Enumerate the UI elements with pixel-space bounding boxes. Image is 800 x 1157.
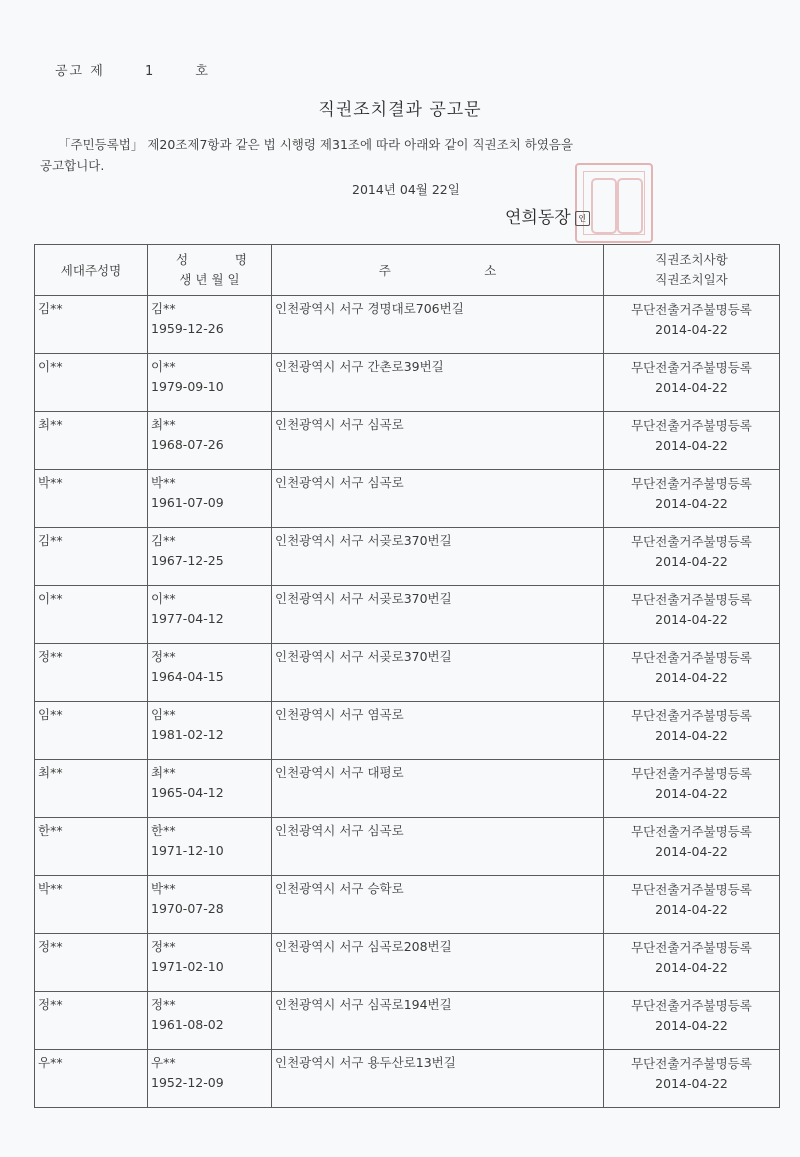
cell-action-type: 무단전출거주불명등록 [631,476,752,491]
table-row [35,528,780,586]
cell-household-head: 이** [35,354,148,412]
cell-birth: 1965-04-12 [151,785,224,800]
cell-name-birth [148,470,272,528]
cell-household-head: 이** [35,586,148,644]
document-title: 직권조치결과 공고문 [318,100,482,120]
cell-action [604,818,780,876]
cell-birth: 1971-02-10 [151,959,224,974]
cell-name: 한** [151,823,176,838]
cell-household-head: 김** [35,528,148,586]
cell-birth: 1971-12-10 [151,843,224,858]
table-header-row [35,245,780,296]
records-table [34,244,780,1108]
header-name-birth [148,245,272,296]
cell-action-date: 2014-04-22 [655,670,728,685]
cell-name-birth [148,644,272,702]
cell-action [604,702,780,760]
cell-name-birth [148,586,272,644]
cell-birth: 1961-07-09 [151,495,224,510]
cell-household-head: 김** [35,296,148,354]
cell-action [604,354,780,412]
cell-action-date: 2014-04-22 [655,1076,728,1091]
seal-mark: 인 [575,211,590,226]
header-household-head: 세대주성명 [35,245,148,296]
table-row [35,934,780,992]
cell-action [604,992,780,1050]
cell-name-birth [148,760,272,818]
cell-name: 이** [151,359,176,374]
cell-action-date: 2014-04-22 [655,380,728,395]
signer [505,203,590,228]
cell-name: 임** [151,707,176,722]
cell-action-date: 2014-04-22 [655,786,728,801]
cell-household-head: 한** [35,818,148,876]
cell-action-date: 2014-04-22 [655,960,728,975]
cell-address: 인천광역시 서구 서곶로370번길 [272,586,604,644]
cell-birth: 1968-07-26 [151,437,224,452]
cell-action-date: 2014-04-22 [655,496,728,511]
cell-action-date: 2014-04-22 [655,902,728,917]
cell-address: 인천광역시 서구 심곡로 [272,818,604,876]
cell-name: 우** [151,1055,176,1070]
cell-name: 김** [151,533,176,548]
cell-birth: 1959-12-26 [151,321,224,336]
cell-name: 최** [151,417,176,432]
cell-address: 인천광역시 서구 심곡로 [272,470,604,528]
cell-action-type: 무단전출거주불명등록 [631,302,752,317]
cell-action [604,1050,780,1108]
cell-name-birth [148,1050,272,1108]
cell-name-birth [148,818,272,876]
table-row [35,296,780,354]
cell-action [604,296,780,354]
cell-action [604,470,780,528]
signer-title: 연희동장 [505,208,571,228]
body-line-1: 「주민등록법」 제20조제7항과 같은 법 시행령 제31조에 따라 아래와 같이 직권조치 하였음을 [58,137,574,152]
header-action-date: 직권조치일자 [655,272,728,287]
cell-action-date: 2014-04-22 [655,554,728,569]
cell-action-date: 2014-04-22 [655,728,728,743]
cell-name-birth [148,354,272,412]
cell-action-type: 무단전출거주불명등록 [631,592,752,607]
header-action [604,245,780,296]
cell-address: 인천광역시 서구 심곡로194번길 [272,992,604,1050]
cell-action [604,644,780,702]
cell-address: 인천광역시 서구 심곡로 [272,412,604,470]
cell-action [604,934,780,992]
header-address-a: 주 [378,263,391,278]
cell-action-type: 무단전출거주불명등록 [631,418,752,433]
cell-household-head: 정** [35,644,148,702]
header-name-a: 성 [176,252,189,267]
cell-name-birth [148,528,272,586]
cell-household-head: 박** [35,470,148,528]
cell-name: 김** [151,301,176,316]
header-action-type: 직권조치사항 [655,252,728,267]
cell-name: 최** [151,765,176,780]
table-row [35,992,780,1050]
table-row [35,1050,780,1108]
cell-household-head: 우** [35,1050,148,1108]
cell-address: 인천광역시 서구 염곡로 [272,702,604,760]
cell-address: 인천광역시 서구 대평로 [272,760,604,818]
cell-action-type: 무단전출거주불명등록 [631,882,752,897]
notice-number [55,60,210,79]
announcement-date: 2014년 04월 22일 [352,182,460,197]
cell-birth: 1977-04-12 [151,611,224,626]
cell-action-type: 무단전출거주불명등록 [631,650,752,665]
cell-birth: 1981-02-12 [151,727,224,742]
cell-name: 박** [151,475,176,490]
body-line-2: 공고합니다. [40,158,105,173]
cell-action-date: 2014-04-22 [655,322,728,337]
cell-household-head: 최** [35,760,148,818]
cell-action [604,412,780,470]
table-row [35,412,780,470]
cell-name-birth [148,702,272,760]
table-row [35,354,780,412]
cell-action-type: 무단전출거주불명등록 [631,360,752,375]
cell-birth: 1979-09-10 [151,379,224,394]
cell-address: 인천광역시 서구 경명대로706번길 [272,296,604,354]
cell-action-date: 2014-04-22 [655,1018,728,1033]
cell-action-date: 2014-04-22 [655,844,728,859]
cell-birth: 1964-04-15 [151,669,224,684]
cell-name-birth [148,296,272,354]
cell-action-type: 무단전출거주불명등록 [631,708,752,723]
cell-name: 정** [151,939,176,954]
cell-address: 인천광역시 서구 서곶로370번길 [272,528,604,586]
cell-action [604,528,780,586]
cell-household-head: 임** [35,702,148,760]
cell-action [604,876,780,934]
cell-name: 정** [151,649,176,664]
header-address [272,245,604,296]
cell-action-date: 2014-04-22 [655,438,728,453]
cell-birth: 1970-07-28 [151,901,224,916]
cell-action-type: 무단전출거주불명등록 [631,824,752,839]
cell-address: 인천광역시 서구 간촌로39번길 [272,354,604,412]
cell-birth: 1961-08-02 [151,1017,224,1032]
cell-birth: 1967-12-25 [151,553,224,568]
cell-name-birth [148,876,272,934]
cell-action-type: 무단전출거주불명등록 [631,1056,752,1071]
cell-household-head: 박** [35,876,148,934]
table-row [35,702,780,760]
cell-household-head: 정** [35,992,148,1050]
table-row [35,818,780,876]
cell-name-birth [148,992,272,1050]
cell-address: 인천광역시 서구 서곶로370번길 [272,644,604,702]
cell-action [604,586,780,644]
cell-action-type: 무단전출거주불명등록 [631,940,752,955]
table-row [35,586,780,644]
cell-name: 이** [151,591,176,606]
cell-name: 박** [151,881,176,896]
cell-address: 인천광역시 서구 심곡로208번길 [272,934,604,992]
cell-household-head: 최** [35,412,148,470]
table-row [35,760,780,818]
cell-address: 인천광역시 서구 승학로 [272,876,604,934]
cell-action-type: 무단전출거주불명등록 [631,766,752,781]
header-name-b: 명 [234,252,247,267]
cell-birth: 1952-12-09 [151,1075,224,1090]
table-row [35,644,780,702]
table-row [35,876,780,934]
cell-name-birth [148,934,272,992]
cell-name-birth [148,412,272,470]
cell-name: 정** [151,997,176,1012]
cell-address: 인천광역시 서구 용두산로13번길 [272,1050,604,1108]
notice-suffix: 호 [195,64,210,79]
notice-prefix: 공고 제 [55,64,105,79]
cell-action [604,760,780,818]
header-birth: 생 년 월 일 [179,272,240,287]
cell-action-date: 2014-04-22 [655,612,728,627]
cell-household-head: 정** [35,934,148,992]
table-row [35,470,780,528]
notice-number-value: 1 [144,64,156,79]
header-address-b: 소 [484,263,497,278]
cell-action-type: 무단전출거주불명등록 [631,534,752,549]
cell-action-type: 무단전출거주불명등록 [631,998,752,1013]
